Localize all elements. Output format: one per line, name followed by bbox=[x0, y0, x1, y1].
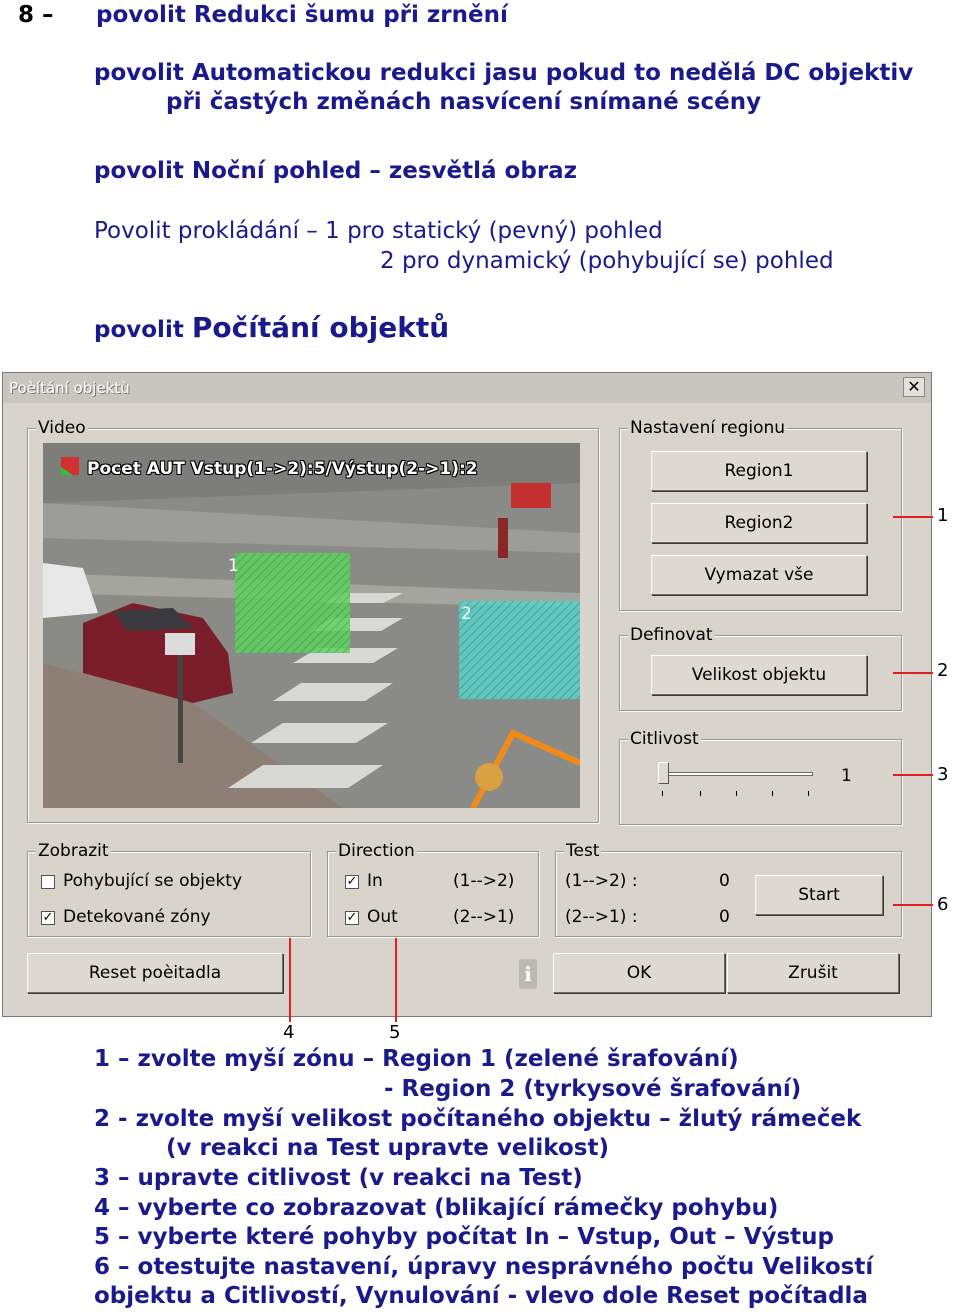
reset-counter-button-label: Reset poèitadla bbox=[88, 963, 222, 983]
night-view-line: povolit Noční pohled – zesvětlá obraz bbox=[94, 158, 578, 184]
moving-objects-label: Pohybující se objekty bbox=[63, 871, 243, 891]
sensitivity-slider-thumb[interactable] bbox=[658, 762, 669, 784]
sign-pole bbox=[178, 643, 183, 763]
checkmark-icon: ✓ bbox=[346, 910, 358, 925]
interlace-line-1: Povolit prokládání – 1 pro statický (pevný) pohled bbox=[94, 218, 663, 244]
pedestrian-yellow bbox=[475, 763, 503, 791]
cancel-button-label: Zrušit bbox=[788, 963, 838, 983]
callout-line-1 bbox=[893, 516, 933, 518]
dialog-title: Poèítání objektù bbox=[9, 379, 130, 397]
sensitivity-slider-track[interactable] bbox=[658, 772, 813, 776]
test-group-label: Test bbox=[566, 841, 600, 861]
detected-zones-checkbox[interactable] bbox=[41, 911, 55, 925]
callout-line-2 bbox=[893, 672, 933, 674]
direction-group-label: Direction bbox=[338, 841, 415, 861]
object-count-prefix: povolit bbox=[94, 317, 184, 343]
callout-5: 5 bbox=[389, 1022, 401, 1043]
checkmark-icon: ✓ bbox=[42, 910, 54, 925]
callout-line-3 bbox=[893, 774, 933, 776]
clear-all-button[interactable] bbox=[651, 555, 867, 595]
moving-objects-checkbox[interactable] bbox=[41, 875, 55, 889]
video-preview[interactable] bbox=[43, 443, 580, 808]
region-2-marker: 2 bbox=[461, 604, 472, 624]
region-1-zone[interactable] bbox=[235, 553, 350, 653]
callout-1: 1 bbox=[937, 505, 949, 526]
object-counting-dialog bbox=[2, 372, 932, 1017]
sign bbox=[165, 633, 195, 655]
clear-all-button-label: Vymazat vše bbox=[704, 565, 814, 585]
region1-button[interactable] bbox=[651, 451, 867, 491]
checkmark-icon: ✓ bbox=[346, 874, 358, 889]
instruction-2b: (v reakci na Test upravte velikost) bbox=[166, 1135, 609, 1161]
close-icon: ✕ bbox=[907, 377, 921, 396]
in-direction: (1-->2) bbox=[453, 871, 515, 891]
sensitivity-value: 1 bbox=[841, 766, 852, 786]
test-1-direction: (1-->2) : bbox=[565, 871, 638, 891]
vehicle-red bbox=[511, 483, 551, 508]
define-group-label: Definovat bbox=[630, 625, 713, 645]
test-1-count: 0 bbox=[719, 871, 730, 891]
instruction-6: 6 – otestujte nastavení, úpravy nesprávného počtu Velikostí bbox=[94, 1254, 874, 1280]
instruction-4: 4 – vyberte co zobrazovat (blikající rámečky pohybu) bbox=[94, 1195, 779, 1221]
callout-6: 6 bbox=[937, 894, 949, 915]
sensitivity-group-label: Citlivost bbox=[630, 729, 699, 749]
interlace-line-2: 2 pro dynamický (pohybující se) pohled bbox=[380, 248, 834, 274]
region-2-zone[interactable] bbox=[459, 601, 580, 699]
auto-reduction-line-1: povolit Automatickou redukci jasu pokud to nedělá DC objektiv bbox=[94, 60, 914, 86]
object-size-button[interactable] bbox=[651, 655, 867, 695]
item-8 bbox=[18, 2, 54, 28]
out-label: Out bbox=[367, 907, 398, 927]
start-button-label: Start bbox=[798, 885, 840, 905]
ok-button[interactable] bbox=[553, 953, 725, 993]
test-2-count: 0 bbox=[719, 907, 730, 927]
object-count-line bbox=[94, 311, 449, 344]
region2-button-label: Region2 bbox=[724, 513, 794, 533]
callout-line-6 bbox=[893, 904, 933, 906]
in-label: In bbox=[367, 871, 383, 891]
region-1-marker: 1 bbox=[228, 556, 239, 576]
instruction-3: 3 – upravte citlivost (v reakci na Test) bbox=[94, 1165, 583, 1191]
detected-zones-label: Detekované zóny bbox=[63, 907, 211, 927]
instruction-1: 1 – zvolte myší zónu – Region 1 (zelené šrafování) bbox=[94, 1046, 739, 1072]
region2-button[interactable] bbox=[651, 503, 867, 543]
region-group-label: Nastavení regionu bbox=[630, 418, 786, 438]
item-8-number: 8 – bbox=[18, 2, 54, 28]
in-checkbox[interactable] bbox=[345, 875, 359, 889]
test-2-direction: (2-->1) : bbox=[565, 907, 638, 927]
out-checkbox[interactable] bbox=[345, 911, 359, 925]
ok-button-label: OK bbox=[626, 963, 652, 983]
instruction-5: 5 – vyberte které pohyby počítat In – Vstup, Out – Výstup bbox=[94, 1224, 835, 1250]
dialog-titlebar[interactable] bbox=[3, 373, 931, 403]
pedestrian-red bbox=[498, 518, 508, 558]
info-icon[interactable]: i bbox=[519, 959, 537, 989]
noise-reduction-text: povolit Redukci šumu při zrnění bbox=[96, 2, 508, 28]
sensitivity-ticks bbox=[658, 791, 813, 797]
video-group-label: Video bbox=[38, 418, 86, 438]
video-scene bbox=[43, 443, 580, 808]
callout-line-5 bbox=[395, 938, 397, 1022]
region1-button-label: Region1 bbox=[724, 461, 794, 481]
object-count-title: Počítání objektů bbox=[191, 311, 450, 344]
callout-line-4 bbox=[289, 938, 291, 1022]
out-direction: (2-->1) bbox=[453, 907, 515, 927]
instruction-2: 2 - zvolte myší velikost počítaného objektu – žlutý rámeček bbox=[94, 1106, 862, 1132]
object-size-button-label: Velikost objektu bbox=[691, 665, 827, 685]
reset-counter-button[interactable] bbox=[27, 953, 283, 993]
callout-2: 2 bbox=[937, 660, 949, 681]
cancel-button[interactable] bbox=[727, 953, 899, 993]
callout-3: 3 bbox=[937, 764, 949, 785]
close-button[interactable] bbox=[903, 377, 925, 397]
start-button[interactable] bbox=[755, 875, 883, 915]
instruction-6b: objektu a Citlivostí, Vynulování - vlevo dole Reset počítadla bbox=[94, 1283, 868, 1309]
instruction-1b: - Region 2 (tyrkysové šrafování) bbox=[384, 1076, 802, 1102]
auto-reduction-line-2: při častých změnách nasvícení snímané scény bbox=[166, 89, 762, 115]
video-count-overlay: Pocet AUT Vstup(1->2):5/Výstup(2->1):2 bbox=[87, 459, 478, 479]
callout-4: 4 bbox=[283, 1022, 295, 1043]
display-group-label: Zobrazit bbox=[38, 841, 109, 861]
